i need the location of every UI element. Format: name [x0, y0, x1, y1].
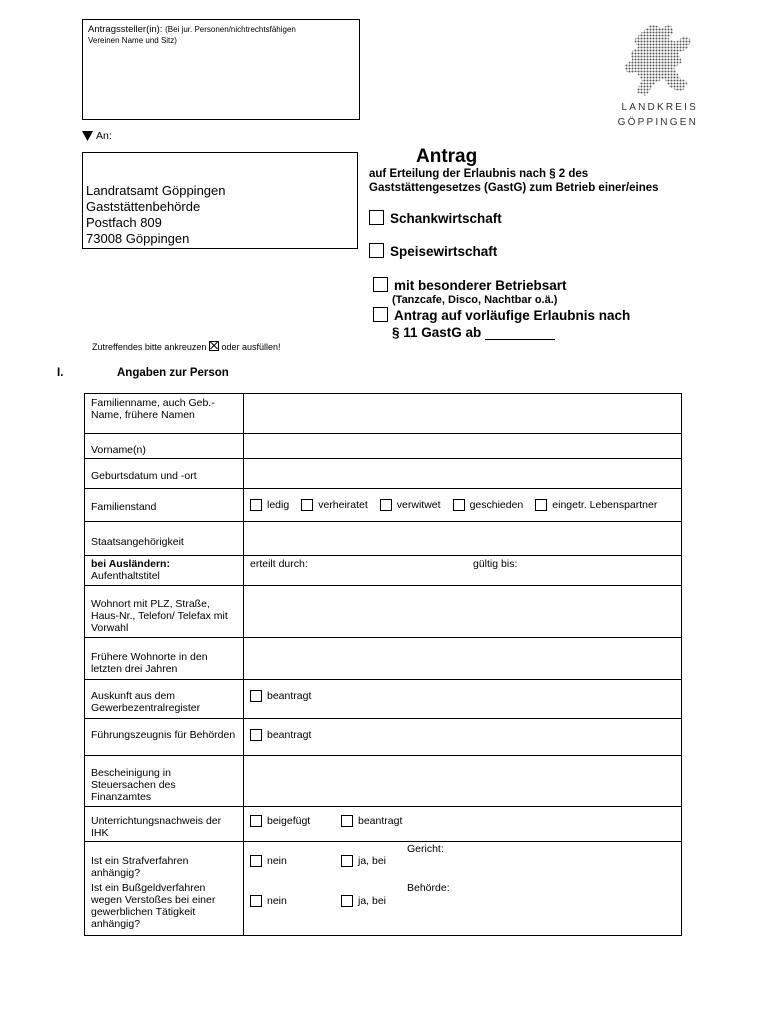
checkbox-lebenspartner[interactable]	[535, 499, 547, 511]
date-line[interactable]	[485, 327, 555, 340]
row-residence	[85, 586, 682, 638]
label-birth: Geburtsdatum und -ort	[85, 459, 244, 489]
row-citizenship	[85, 522, 682, 556]
option-besondere-betriebsart[interactable]: mit besonderer Betriebsart	[373, 277, 567, 293]
field-tax-cert[interactable]	[244, 756, 682, 807]
option-conduct-cert-applied[interactable]: beantragt	[250, 729, 311, 741]
row-trade-register	[85, 680, 682, 719]
field-citizenship[interactable]	[244, 522, 682, 556]
row-former-residence	[85, 638, 682, 680]
option-fine-yes[interactable]: ja, bei	[341, 895, 386, 907]
logo-line2: GÖPPINGEN	[617, 117, 698, 128]
field-first-names[interactable]	[244, 434, 682, 459]
person-form-table	[84, 393, 682, 936]
row-first-names	[85, 434, 682, 459]
application-title: Antrag	[416, 146, 478, 167]
label-court: Gericht:	[407, 843, 444, 855]
label-former-residence: Frühere Wohnorte in den letzten drei Jahren	[85, 638, 244, 680]
label-first-names: Vorname(n)	[85, 434, 244, 459]
recipient-address	[86, 183, 225, 247]
recipient-line4: 73008 Göppingen	[86, 231, 190, 246]
checkbox-conduct-cert-applied[interactable]	[250, 729, 262, 741]
triangle-down-icon	[82, 131, 93, 141]
field-residence[interactable]	[244, 586, 682, 638]
row-tax-cert	[85, 756, 682, 807]
option-criminal-no[interactable]: nein	[250, 855, 287, 867]
checkbox-besondere-betriebsart[interactable]	[373, 277, 388, 292]
row-family-name	[85, 394, 682, 434]
field-family-name[interactable]	[244, 394, 682, 434]
label-aufenthaltstitel: Aufenthaltstitel	[91, 570, 160, 582]
option-ihk-attached[interactable]: beigefügt	[250, 815, 310, 827]
option-besondere-betriebsart-note: (Tanzcafe, Disco, Nachtbar o.ä.)	[392, 294, 558, 306]
row-criminal	[85, 842, 682, 882]
field-residence-permit[interactable]	[244, 556, 682, 586]
option-trade-register-applied[interactable]: beantragt	[250, 690, 311, 702]
option-speisewirtschaft[interactable]: Speisewirtschaft	[369, 243, 497, 259]
row-marital	[85, 489, 682, 522]
to-label: An:	[82, 130, 112, 142]
checkbox-criminal-yes[interactable]	[341, 855, 353, 867]
field-criminal	[244, 842, 682, 882]
applicant-label: Antragssteller(in): (Bei jur. Personen/nichtrechtsfähigen Vereinen Name und Sitz)	[88, 24, 296, 45]
lion-crest-icon	[622, 22, 698, 98]
recipient-line2: Gaststättenbehörde	[86, 199, 201, 214]
checkbox-criminal-no[interactable]	[250, 855, 262, 867]
label-ihk-proof: Unterrichtungsnachweis der IHK	[85, 807, 244, 842]
section-number: I.	[57, 367, 64, 379]
option-verwitwet[interactable]: verwitwet	[380, 499, 441, 511]
instructions: Zutreffendes bitte ankreuzen oder ausfüllen!	[92, 342, 281, 352]
label-conduct-cert: Führungszeugnis für Behörden	[85, 719, 244, 756]
recipient-line1: Landratsamt Göppingen	[86, 183, 226, 198]
option-vorlaeufige-erlaubnis-date: § 11 GastG ab	[392, 325, 555, 340]
checkbox-vorlaeufige-erlaubnis[interactable]	[373, 307, 388, 322]
row-fine	[85, 881, 682, 935]
option-lebenspartner[interactable]: eingetr. Lebenspartner	[535, 499, 657, 511]
label-foreigners: bei Ausländern:	[91, 558, 170, 570]
label-residence-permit	[85, 556, 244, 586]
label-issued-by: erteilt durch:	[250, 558, 308, 570]
label-fine: Ist ein Bußgeldverfahren wegen Verstoßes bei einer gewerblichen Tätigkeit anhängig?	[85, 881, 244, 935]
checkbox-ihk-applied[interactable]	[341, 815, 353, 827]
field-conduct-cert	[244, 719, 682, 756]
label-family-name: Familienname, auch Geb.-Name, frühere Namen	[85, 394, 244, 434]
label-criminal: Ist ein Strafverfahren anhängig?	[85, 842, 244, 882]
checkbox-schankwirtschaft[interactable]	[369, 210, 384, 225]
option-ledig[interactable]: ledig	[250, 499, 289, 511]
field-former-residence[interactable]	[244, 638, 682, 680]
checkbox-ledig[interactable]	[250, 499, 262, 511]
checkbox-fine-yes[interactable]	[341, 895, 353, 907]
label-valid-until: gültig bis:	[473, 558, 518, 570]
checkbox-trade-register-applied[interactable]	[250, 690, 262, 702]
field-marital	[244, 489, 682, 522]
option-verheiratet[interactable]: verheiratet	[301, 499, 368, 511]
row-conduct-cert	[85, 719, 682, 756]
option-criminal-yes[interactable]: ja, bei	[341, 855, 386, 867]
logo-text	[600, 100, 698, 130]
checkbox-geschieden[interactable]	[453, 499, 465, 511]
option-schankwirtschaft[interactable]: Schankwirtschaft	[369, 210, 502, 226]
recipient-line3: Postfach 809	[86, 215, 162, 230]
label-citizenship: Staatsangehörigkeit	[85, 522, 244, 556]
option-fine-no[interactable]: nein	[250, 895, 287, 907]
row-residence-permit	[85, 556, 682, 586]
checkbox-speisewirtschaft[interactable]	[369, 243, 384, 258]
checkbox-fine-no[interactable]	[250, 895, 262, 907]
checkbox-verwitwet[interactable]	[380, 499, 392, 511]
option-vorlaeufige-erlaubnis[interactable]: Antrag auf vorläufige Erlaubnis nach	[373, 307, 630, 323]
option-ihk-applied[interactable]: beantragt	[341, 815, 402, 827]
field-fine	[244, 881, 682, 935]
label-marital: Familienstand	[85, 489, 244, 522]
label-trade-register: Auskunft aus dem Gewerbezentralregister	[85, 680, 244, 719]
label-authority: Behörde:	[407, 882, 450, 894]
field-trade-register	[244, 680, 682, 719]
section-title: Angaben zur Person	[117, 367, 229, 379]
row-birth	[85, 459, 682, 489]
option-geschieden[interactable]: geschieden	[453, 499, 524, 511]
field-birth[interactable]	[244, 459, 682, 489]
checkbox-verheiratet[interactable]	[301, 499, 313, 511]
label-residence: Wohnort mit PLZ, Straße, Haus-Nr., Telefon/ Telefax mit Vorwahl	[85, 586, 244, 638]
row-ihk-proof	[85, 807, 682, 842]
label-tax-cert: Bescheinigung in Steuersachen des Finanzamtes	[85, 756, 244, 807]
checkbox-ihk-attached[interactable]	[250, 815, 262, 827]
logo-line1: LANDKREIS	[621, 102, 698, 113]
field-ihk-proof	[244, 807, 682, 842]
application-subtitle: auf Erteilung der Erlaubnis nach § 2 des Gaststättengesetzes (GastG) zum Betrieb einer/eines	[369, 168, 659, 194]
crossed-box-icon	[209, 341, 219, 351]
